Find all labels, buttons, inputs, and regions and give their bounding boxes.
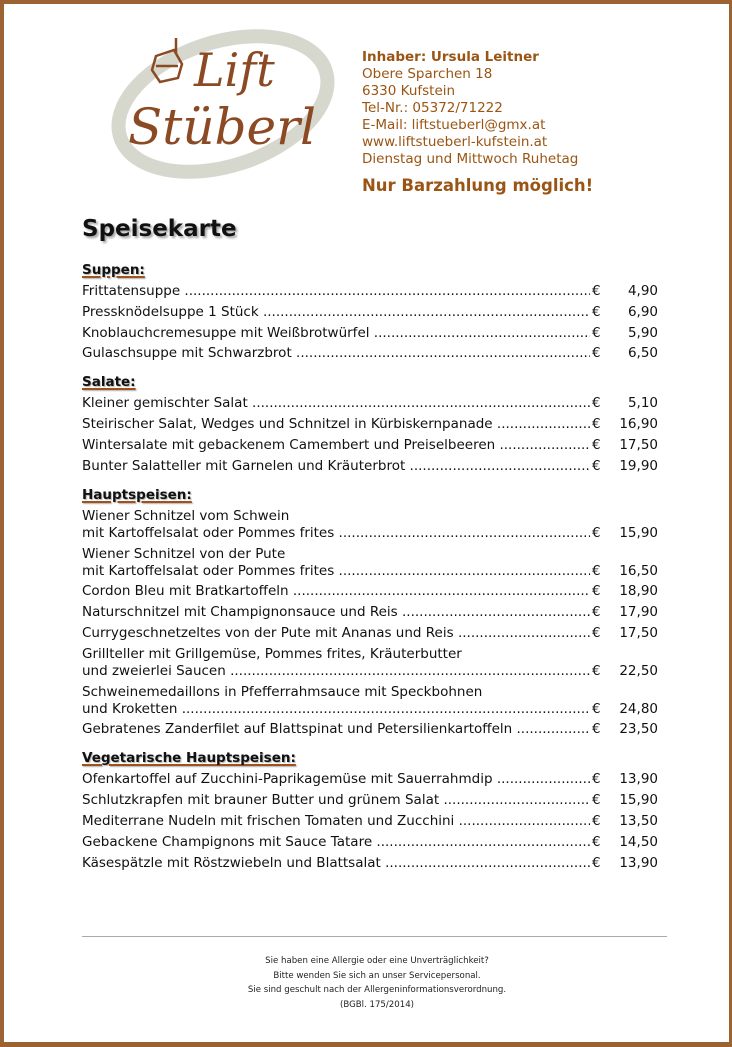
menu-item <box>82 604 658 621</box>
dish-name-text: Currygeschnetzeltes von der Pute mit Ananas und Reis ..... <box>82 625 590 641</box>
dish-price: 23,50 <box>619 721 658 738</box>
menu-item <box>82 855 658 872</box>
dish-name <box>82 345 590 362</box>
dish-price: 13,50 <box>619 812 658 829</box>
euro-sign: € <box>592 771 601 788</box>
dish-name <box>82 283 590 300</box>
city-address: 6330 Kufstein <box>362 83 456 99</box>
dish-name <box>82 546 590 580</box>
dish-name-line2: und zweierlei Saucen ..... <box>82 663 590 679</box>
menu-section <box>82 261 658 362</box>
dish-price: 22,50 <box>619 662 658 679</box>
dish-name <box>82 604 590 621</box>
euro-sign: € <box>592 833 601 850</box>
euro-sign: € <box>592 854 601 871</box>
dish-name <box>82 304 590 321</box>
dish-name-line1: Wiener Schnitzel von der Pute <box>82 545 286 562</box>
euro-sign: € <box>592 583 601 600</box>
payment-note: Nur Barzahlung möglich! <box>362 176 594 195</box>
dish-name-line1: Grillteller mit Grillgemüse, Pommes frites, Kräuterbutter <box>82 645 462 662</box>
dish-price: 4,90 <box>627 283 658 299</box>
menu-item <box>82 546 658 580</box>
dish-name <box>82 395 590 412</box>
dish-name <box>82 646 590 680</box>
dish-name-line2: mit Kartoffelsalat oder Pommes frites ..... <box>82 563 590 579</box>
dish-name-line1: Wiener Schnitzel vom Schwein <box>82 507 290 524</box>
dish-name <box>82 583 590 600</box>
email-address[interactable]: E-Mail: liftstueberl@gmx.at <box>362 117 546 133</box>
menu-item <box>82 646 658 680</box>
section-heading: Vegetarische Hauptspeisen: <box>82 750 296 767</box>
menu-item <box>82 508 658 542</box>
dish-name-text: Gebratenes Zanderfilet auf Blattspinat und Petersilienkartoffeln ..... <box>82 721 590 737</box>
dish-name-text: Ofenkartoffel auf Zucchini-Paprikagemüse mit Sauerrahmdip ..... <box>82 771 590 787</box>
menu-section <box>82 749 658 871</box>
owner-name: Inhaber: Ursula Leitner <box>362 49 539 65</box>
dish-price: 5,10 <box>627 395 658 412</box>
dish-name-line2: und Kroketten ..... <box>82 701 590 717</box>
dish-name-line2: mit Kartoffelsalat oder Pommes frites ..... <box>82 525 590 541</box>
menu-item <box>82 458 658 475</box>
dish-price: 13,90 <box>619 854 658 871</box>
dish-name <box>82 325 590 342</box>
dish-name <box>82 855 590 872</box>
dish-name-line1: Schweinemedaillons in Pfefferrahmsauce mit Speckbohnen <box>82 683 483 700</box>
dish-price: 13,90 <box>619 771 658 788</box>
menu-item <box>82 395 658 412</box>
dish-name-text: Cordon Bleu mit Bratkartoffeln ..... <box>82 583 590 599</box>
dish-name <box>82 813 590 830</box>
euro-sign: € <box>592 457 601 474</box>
euro-sign: € <box>592 700 601 717</box>
dish-name <box>82 684 590 718</box>
dish-name-text: Gulaschsuppe mit Schwarzbrot ..... <box>82 345 590 361</box>
street-address: Obere Sparchen 18 <box>362 66 493 82</box>
euro-sign: € <box>592 812 601 829</box>
dish-name <box>82 625 590 642</box>
dish-price: 6,90 <box>627 303 658 320</box>
dish-price: 19,90 <box>619 457 658 474</box>
menu-item <box>82 283 658 300</box>
dish-price: 16,90 <box>619 416 658 433</box>
dish-name-text: Steirischer Salat, Wedges und Schnitzel in Kürbiskernpanade ..... <box>82 416 590 432</box>
menu-item <box>82 721 658 738</box>
dish-name <box>82 508 590 542</box>
dish-price: 17,50 <box>619 624 658 641</box>
menu-item <box>82 684 658 718</box>
closed-days: Dienstag und Mittwoch Ruhetag <box>362 151 579 167</box>
euro-sign: € <box>592 562 601 579</box>
logo-text-stueberl: Stüberl <box>128 98 317 156</box>
phone-number: Tel-Nr.: 05372/71222 <box>362 100 503 116</box>
menu-item <box>82 304 658 321</box>
euro-sign: € <box>592 524 601 541</box>
menu-item <box>82 834 658 851</box>
dish-name-text: Knoblauchcremesuppe mit Weißbrotwürfel ..... <box>82 325 590 341</box>
dish-price: 17,90 <box>619 604 658 621</box>
dish-name <box>82 792 590 809</box>
euro-sign: € <box>592 283 601 299</box>
euro-sign: € <box>592 345 601 362</box>
section-heading: Hauptspeisen: <box>82 486 192 503</box>
allergy-notice <box>82 954 672 1012</box>
menu-section <box>82 486 658 739</box>
dish-name-text: Wintersalate mit gebackenem Camembert und Preiselbeeren ..... <box>82 437 590 453</box>
euro-sign: € <box>592 395 601 412</box>
dish-name-text: Frittatensuppe ..... <box>82 283 590 299</box>
menu-item <box>82 345 658 362</box>
dish-name-text: Kleiner gemischter Salat ..... <box>82 395 590 411</box>
menu-item <box>82 625 658 642</box>
dish-price: 15,90 <box>619 792 658 809</box>
dish-name-text: Schlutzkrapfen mit brauner Butter und grünem Salat ..... <box>82 792 590 808</box>
euro-sign: € <box>592 721 601 738</box>
allergy-notice-line: (BGBl. 175/2014) <box>339 999 415 1010</box>
menu-item <box>82 437 658 454</box>
menu-item <box>82 771 658 788</box>
dish-price: 24,80 <box>619 700 658 717</box>
euro-sign: € <box>592 416 601 433</box>
menu-item <box>82 813 658 830</box>
menu-item <box>82 416 658 433</box>
logo-text-lift: Lift <box>194 43 275 97</box>
dish-name <box>82 416 590 433</box>
euro-sign: € <box>592 624 601 641</box>
contact-block <box>362 49 593 196</box>
euro-sign: € <box>592 792 601 809</box>
dish-name <box>82 771 590 788</box>
dish-price: 5,90 <box>627 324 658 341</box>
dish-name-text: Naturschnitzel mit Champignonsauce und Reis ..... <box>82 604 590 620</box>
dish-name-text: Bunter Salatteller mit Garnelen und Kräuterbrot ..... <box>82 458 590 474</box>
section-heading: Suppen: <box>82 262 145 278</box>
dish-name-text: Pressknödelsuppe 1 Stück ..... <box>82 304 590 320</box>
allergy-notice-line: Bitte wenden Sie sich an unser Servicepersonal. <box>273 970 481 981</box>
dish-name <box>82 458 590 475</box>
dish-name-text: Mediterrane Nudeln mit frischen Tomaten und Zucchini ..... <box>82 813 590 829</box>
dish-price: 15,90 <box>619 524 658 541</box>
euro-sign: € <box>592 604 601 621</box>
section-heading: Salate: <box>82 374 136 391</box>
allergy-notice-line: Sie haben eine Allergie oder eine Unverträglichkeit? <box>265 956 489 966</box>
dish-price: 17,50 <box>619 436 658 453</box>
dish-name <box>82 721 590 738</box>
dish-price: 6,50 <box>627 345 658 362</box>
dish-name-text: Gebackene Champignons mit Sauce Tatare ..... <box>82 834 590 850</box>
lift-stueberl-logo <box>108 16 338 181</box>
dish-name-text: Käsespätzle mit Röstzwiebeln und Blattsalat ..... <box>82 855 590 871</box>
euro-sign: € <box>592 324 601 341</box>
euro-sign: € <box>592 303 601 320</box>
menu-item <box>82 325 658 342</box>
page-title: Speisekarte <box>82 216 237 242</box>
menu-item <box>82 792 658 809</box>
footer-divider <box>82 936 667 938</box>
dish-name <box>82 834 590 851</box>
dish-price: 16,50 <box>619 562 658 579</box>
dish-name <box>82 437 590 454</box>
dish-price: 18,90 <box>619 583 658 600</box>
euro-sign: € <box>592 662 601 679</box>
dish-price: 14,50 <box>619 833 658 850</box>
website-link[interactable]: www.liftstueberl-kufstein.at <box>362 134 548 150</box>
allergy-notice-line: Sie sind geschult nach der Allergeninformationsverordnung. <box>247 985 507 995</box>
euro-sign: € <box>592 436 601 453</box>
menu-section <box>82 373 658 474</box>
menu-item <box>82 583 658 600</box>
menu-list <box>82 261 658 883</box>
